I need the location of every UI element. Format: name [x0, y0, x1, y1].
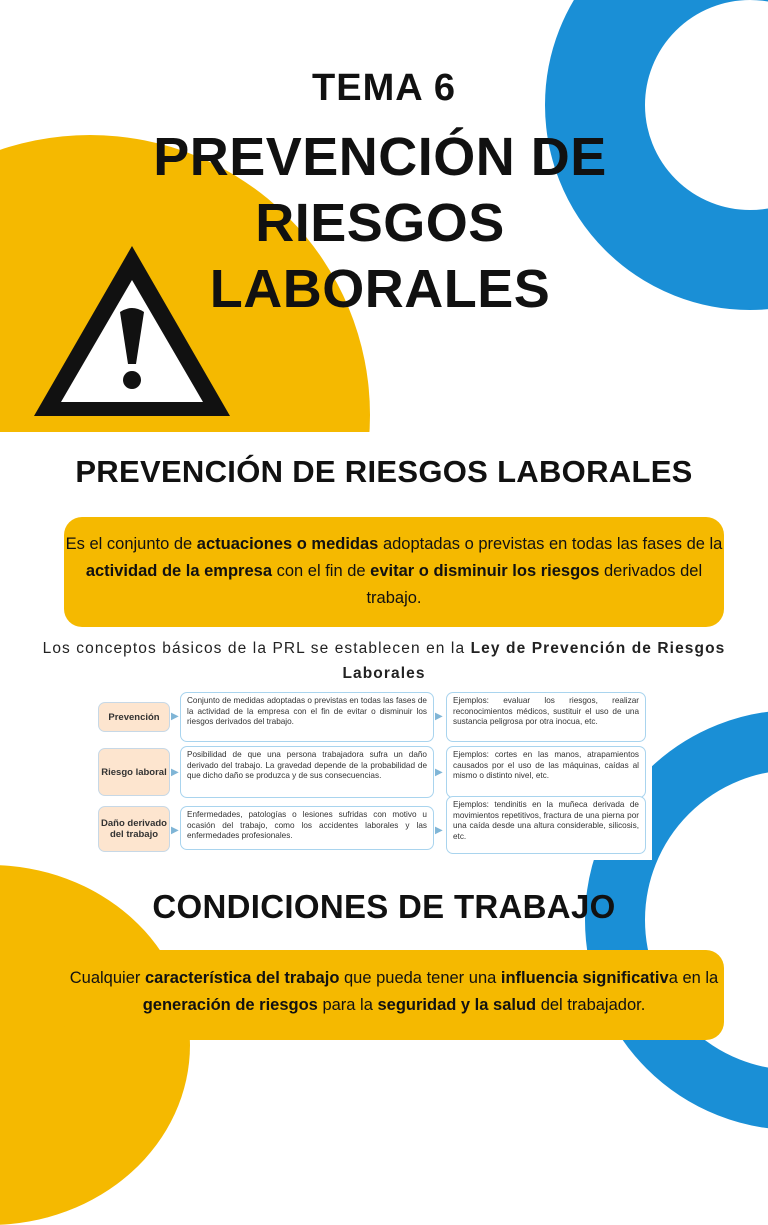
- bold-text: actividad de la empresa: [85, 562, 273, 580]
- definition-box-condiciones: [64, 950, 724, 1040]
- ley-paragraph: [40, 636, 728, 686]
- text: con el fin de: [272, 562, 371, 580]
- text: del trabajador.: [536, 996, 646, 1014]
- bold-text: seguridad y la salud: [377, 996, 537, 1014]
- concepts-table: [92, 688, 652, 860]
- text: para la: [317, 996, 378, 1014]
- title-line: RIESGOS: [255, 193, 505, 253]
- definition-box-prl: [64, 517, 724, 627]
- section-heading-prl: PREVENCIÓN DE RIESGOS LABORALES: [75, 454, 693, 489]
- section-heading-condiciones: CONDICIONES DE TRABAJO: [152, 888, 616, 925]
- arrow-icon: ▶: [171, 711, 179, 722]
- row-label: Prevención: [98, 702, 170, 732]
- bold-text: Ley de Prevención de Riesgos Laborales: [342, 640, 726, 682]
- row-definition: Posibilidad de que una persona trabajadora sufra un daño derivado del trabajo. La gravedad depende de la probabilidad de que dicho daño se produzca y de sus consecuencias.: [180, 746, 434, 798]
- text: Es el conjunto de: [65, 535, 197, 553]
- bold-text: actuaciones o medidas: [196, 535, 379, 553]
- row-label: Riesgo laboral: [98, 748, 170, 796]
- text: Cualquier: [69, 969, 145, 987]
- title-line: LABORALES: [209, 259, 551, 319]
- arrow-icon: ▶: [435, 711, 443, 722]
- arrow-icon: ▶: [435, 767, 443, 778]
- text: que pueda tener una: [339, 969, 501, 987]
- arrow-icon: ▶: [171, 825, 179, 836]
- row-definition: Conjunto de medidas adoptadas o previstas en todas las fases de la actividad de la empresa con el fin de evitar o disminuir los riesgos derivados del trabajo.: [180, 692, 434, 742]
- bold-text: característica del trabajo: [144, 969, 340, 987]
- text: Los conceptos básicos de la PRL se establecen en la: [42, 640, 471, 657]
- text: adoptadas o previstas en todas las fases de la: [378, 535, 723, 553]
- text: derivados del trabajo.: [366, 562, 703, 607]
- row-definition: Enfermedades, patologías o lesiones sufridas con motivo u ocasión del trabajo, como los accidentes laborales y las enfermedades profesionales.: [180, 806, 434, 850]
- title-line: PREVENCIÓN DE: [153, 127, 607, 187]
- text: a en la: [668, 969, 719, 987]
- arrow-icon: ▶: [171, 767, 179, 778]
- arrow-icon: ▶: [435, 825, 443, 836]
- tema-label: TEMA 6: [312, 67, 456, 109]
- row-example: Ejemplos: tendinitis en la muñeca derivada de movimientos repetitivos, fractura de una pierna por una caída desde una altura considerable, silicosis, etc.: [446, 796, 646, 854]
- warning-triangle-icon: [28, 240, 236, 422]
- bold-text: influencia significativ: [500, 969, 669, 987]
- row-example: Ejemplos: evaluar los riesgos, realizar reconocimientos médicos, sustituir el uso de una sustancia peligrosa por otra inocua, etc.: [446, 692, 646, 742]
- row-example: Ejemplos: cortes en las manos, atrapamientos causados por el uso de las máquinas, caídas al mismo o distinto nivel, etc.: [446, 746, 646, 798]
- row-label: Daño derivado del trabajo: [98, 806, 170, 852]
- bold-text: generación de riesgos: [142, 996, 318, 1014]
- bold-text: evitar o disminuir los riesgos: [370, 562, 600, 580]
